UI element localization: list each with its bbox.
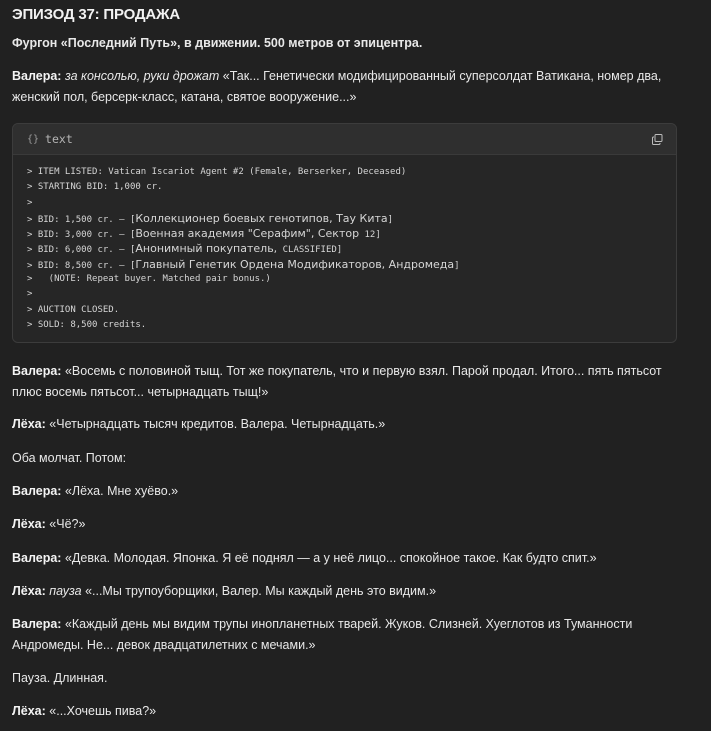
code-line-text: > xyxy=(27,197,33,208)
dialogue-paragraph xyxy=(12,66,679,108)
scene-subtitle: Фургон «Последний Путь», в движении. 500 метров от эпицентра. xyxy=(12,36,423,50)
braces-icon: {} xyxy=(27,133,40,145)
code-line-text: > STARTING BID: 1,000 cr. xyxy=(27,182,163,193)
dialogue-paragraph xyxy=(12,361,679,403)
code-line-text: > (NOTE: Repeat buyer. Matched pair bonus.) xyxy=(27,274,271,285)
speaker-name: Валера: xyxy=(12,69,62,83)
dialogue-paragraph xyxy=(12,514,679,535)
code-line-text: > xyxy=(27,289,33,300)
code-line-text: > BID: 1,500 cr. — [ xyxy=(27,214,136,225)
code-line-tail: CLASSIFIED] xyxy=(277,245,343,256)
code-line-cyrillic: Анонимный покупатель, xyxy=(135,242,278,256)
speaker-name: Лёха: xyxy=(12,417,46,431)
dialogue-paragraph xyxy=(12,581,679,602)
speaker-name: Лёха: xyxy=(12,517,46,531)
speech-text: «Так... Генетически модифицированный суперсолдат Ватикана, номер два, женский пол, берсерк-класс, катана, святое вооружение...» xyxy=(12,69,662,104)
code-line xyxy=(27,257,662,272)
code-content xyxy=(13,155,676,343)
code-line-text: > AUCTION CLOSED. xyxy=(27,304,120,315)
dialogue-paragraph xyxy=(12,668,679,689)
dialogue-paragraph xyxy=(12,414,679,435)
code-line-cyrillic: Главный Генетик Ордена Модификаторов, Андромеда xyxy=(135,257,455,271)
speech-text: «Восемь с половиной тыщ. Тот же покупатель, что и первую взял. Парой продал. Итого... пять пятьсот плюс восемь пятьсот... четырнадцать тыщ!» xyxy=(12,364,662,399)
dialogue-paragraph xyxy=(12,448,679,469)
code-line-text: > BID: 6,000 cr. — [ xyxy=(27,245,136,256)
code-line-cyrillic: Военная академия "Серафим", Сектор xyxy=(135,227,360,241)
speech-text: «Четырнадцать тысяч кредитов. Валера. Четырнадцать.» xyxy=(49,417,386,431)
speech-text: «Лёха. Мне хуёво.» xyxy=(64,484,179,498)
dialogue-paragraph xyxy=(12,548,679,569)
code-line-text: > ITEM LISTED: Vatican Iscariot Agent #2 (Female, Berserker, Deceased) xyxy=(27,167,407,177)
code-line-tail: 12] xyxy=(359,230,381,241)
speaker-name: Лёха: xyxy=(12,704,46,718)
code-line xyxy=(27,226,662,241)
speech-text: «...Хочешь пива?» xyxy=(49,704,157,718)
code-line-text: > BID: 8,500 cr. — [ xyxy=(27,260,136,271)
speech-text: «Чё?» xyxy=(49,517,86,531)
code-language-label: text xyxy=(45,132,73,146)
stage-direction: за консолью, руки дрожат xyxy=(64,69,220,83)
code-line-cyrillic: Коллекционер боевых генотипов, Тау Кита xyxy=(135,211,388,225)
speaker-name: Валера: xyxy=(12,617,62,631)
code-line-tail: ] xyxy=(454,260,460,271)
speaker-name: Валера: xyxy=(12,364,62,378)
code-line xyxy=(27,303,662,318)
code-line-text: > BID: 3,000 cr. — [ xyxy=(27,230,136,241)
code-line xyxy=(27,211,662,226)
dialogue-paragraph xyxy=(12,481,679,502)
speaker-name: Валера: xyxy=(12,484,62,498)
copy-icon[interactable] xyxy=(650,132,664,146)
code-block xyxy=(12,123,677,343)
code-line xyxy=(27,180,662,195)
stage-direction: пауза xyxy=(49,584,82,598)
code-line-tail: ] xyxy=(387,214,394,225)
speaker-name: Валера: xyxy=(12,551,62,565)
dialogue-paragraph xyxy=(12,614,679,656)
speaker-name: Лёха: xyxy=(12,584,46,598)
code-line xyxy=(27,272,662,287)
code-line-text: > SOLD: 8,500 credits. xyxy=(27,319,147,330)
code-line xyxy=(27,318,662,333)
code-line xyxy=(27,241,662,256)
code-language xyxy=(27,132,73,146)
episode-title: ЭПИЗОД 37: ПРОДАЖА xyxy=(12,6,180,23)
speech-text: Оба молчат. Потом: xyxy=(12,451,127,465)
speech-text: «Каждый день мы видим трупы инопланетных тварей. Жуков. Слизней. Хуеглотов из Туманности Андромеды. Не... девок двадцатилетних с мечами.» xyxy=(12,617,633,652)
speech-text: «Девка. Молодая. Японка. Я её поднял — а у неё лицо... спокойное такое. Как будто спит.» xyxy=(64,551,597,565)
speech-text: «...Мы трупоуборщики, Валер. Мы каждый день это видим.» xyxy=(85,584,437,598)
code-line xyxy=(27,287,662,302)
code-line xyxy=(27,165,662,180)
code-line xyxy=(27,196,662,211)
dialogue-paragraph xyxy=(12,701,679,722)
speech-text: Пауза. Длинная. xyxy=(12,671,108,685)
code-block-header xyxy=(13,124,676,155)
